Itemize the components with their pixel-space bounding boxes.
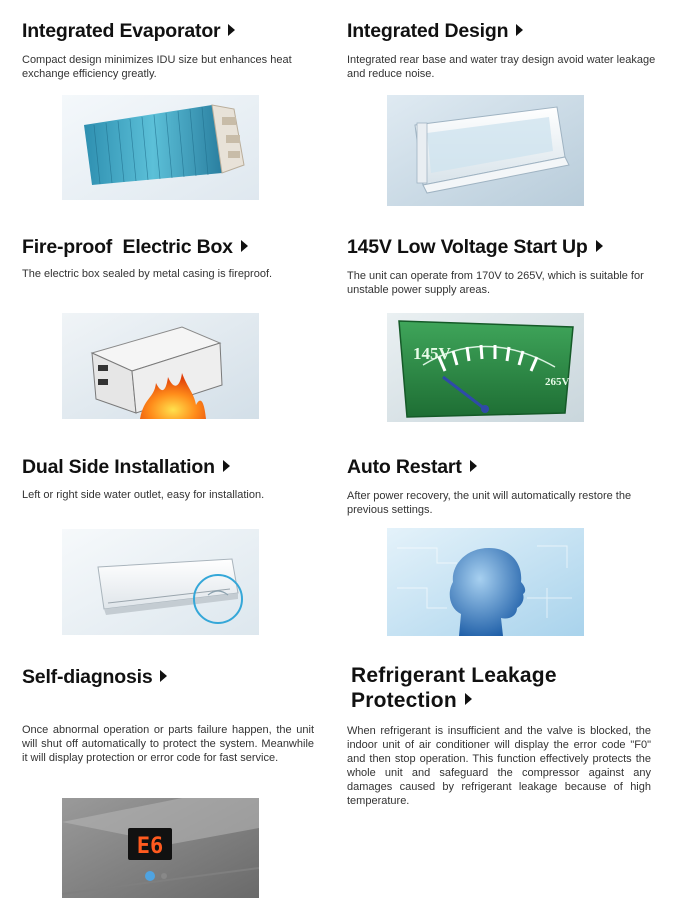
feature-title: Auto Restart — [347, 455, 657, 479]
arrow-right-icon — [228, 24, 235, 36]
electric-box-fire-image — [62, 313, 259, 419]
feature-title: Protection — [351, 688, 651, 713]
head-profile-image — [387, 528, 584, 636]
integrated-design-image — [387, 95, 584, 206]
arrow-right-icon — [596, 240, 603, 252]
feature-integrated-evaporator — [22, 19, 322, 81]
feature-self-diagnosis — [22, 665, 314, 765]
feature-description: Once abnormal operation or parts failure happen, the unit will shut off automatically to protect the system. Meanwhile it will display protection or error code for fast service. — [22, 724, 314, 764]
indoor-unit-image — [62, 529, 259, 635]
error-code: E6 — [136, 834, 164, 859]
feature-description: The unit can operate from 170V to 265V, which is suitable for unstable power supply areas. — [347, 270, 644, 296]
arrow-right-icon — [465, 693, 472, 705]
arrow-right-icon — [516, 24, 523, 36]
feature-title: Dual Side Installation — [22, 455, 322, 479]
arrow-right-icon — [470, 460, 477, 472]
arrow-right-icon — [241, 240, 248, 252]
feature-refrigerant-leakage-protection — [351, 663, 651, 713]
arrow-right-icon — [160, 670, 167, 682]
evaporator-image — [62, 95, 259, 200]
feature-auto-restart — [347, 455, 657, 517]
feature-fire-proof-electric-box — [22, 235, 322, 281]
feature-title-line1: Refrigerant Leakage — [351, 664, 557, 687]
feature-title: Self-diagnosis — [22, 665, 314, 689]
feature-title: Integrated Evaporator — [22, 19, 322, 43]
feature-description: When refrigerant is insufficient and the valve is blocked, the indoor unit of air conditioner will display the error code "F0" and then stop operation. This function effectively protects the whole unit and safeguard the compressor against any damages caused by refrigerant leakage because of high temperature. — [347, 725, 651, 807]
feature-title: Integrated Design — [347, 19, 657, 43]
feature-title: 145V Low Voltage Start Up — [347, 235, 657, 259]
feature-description: Compact design minimizes IDU size but enhances heat exchange efficiency greatly. — [22, 54, 292, 80]
error-display-image — [62, 798, 259, 898]
gauge-high-label: 265V — [545, 376, 570, 388]
feature-low-voltage-start — [347, 235, 657, 297]
feature-description: Left or right side water outlet, easy for installation. — [22, 489, 265, 501]
voltage-gauge-image — [387, 313, 584, 422]
feature-title: Fire-proof Electric Box — [22, 235, 322, 259]
feature-dual-side-installation — [22, 455, 322, 502]
feature-integrated-design — [347, 19, 657, 81]
arrow-right-icon — [223, 460, 230, 472]
feature-description: The electric box sealed by metal casing is fireproof. — [22, 268, 273, 280]
gauge-low-label: 145V — [413, 344, 451, 363]
feature-description: After power recovery, the unit will automatically restore the previous settings. — [347, 490, 632, 516]
feature-description: Integrated rear base and water tray design avoid water leakage and reduce noise. — [347, 54, 656, 80]
